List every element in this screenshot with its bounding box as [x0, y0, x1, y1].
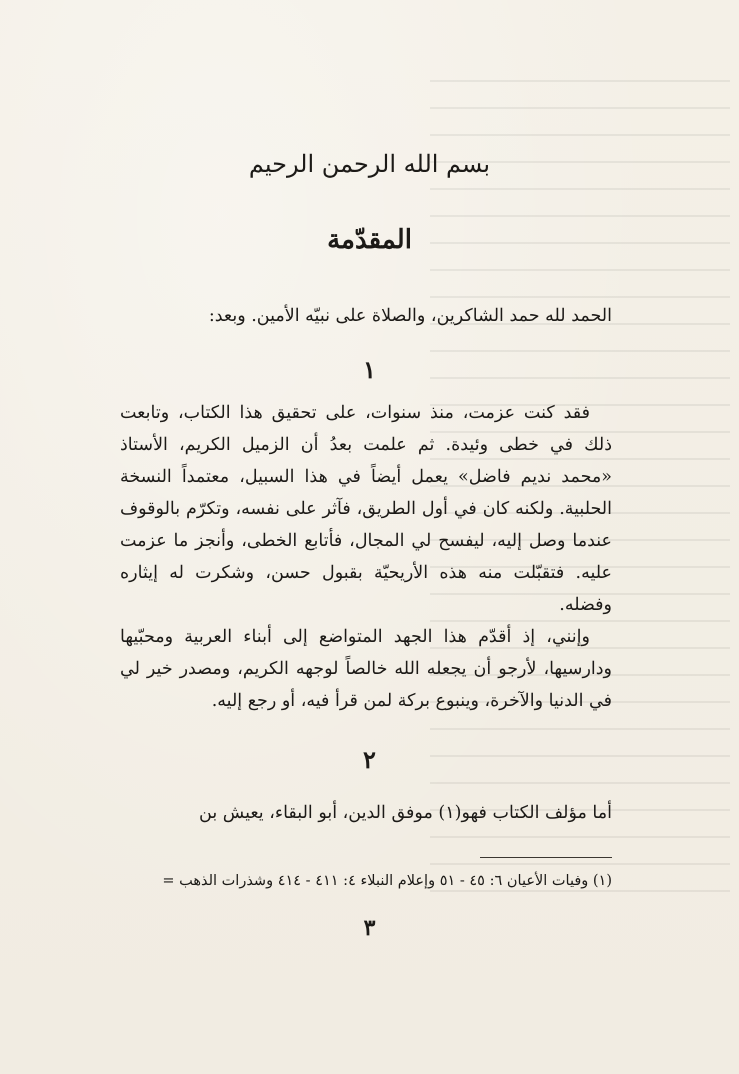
paragraph: وإنني، إذ أقدّم هذا الجهد المتواضع إلى أبناء العربية ومحبّيها ودارسيها، لأرجو أن يجعله الله خالصاً لوجهه الكريم، ومصدر خير لي في الدنيا والآخرة، وينبوع بركة لمن قرأ فيه، أو رجع إليه.	[120, 627, 612, 711]
page-number: ٣	[363, 915, 376, 941]
page-title: المقدّمة	[327, 225, 412, 255]
section-number-1: ١	[363, 355, 376, 384]
section-number-2: ٢	[363, 745, 376, 774]
paragraph: فقد كنت عزمت، منذ سنوات، على تحقيق هذا الكتاب، وتابعت ذلك في خطى وئيدة. ثم علمت بعدُ أن الزميل الكريم، الأستاذ «محمد نديم فاضل» يعمل أيضاً في هذا السبيل، معتمداً النسخة الحلبية. ولكنه كان في أول الطريق، فآثر على نفسه، وتكرّم بالوقوف عندما وصل إليه، ليفسح لي المجال، فأتابع الخطى، وأنجز ما عزمت عليه. فتقبّلت منه هذه الأريحيّة بقبول حسن، وشكرت له إيثاره وفضله.	[120, 403, 612, 615]
section-2-body	[120, 797, 612, 829]
paragraph: أما مؤلف الكتاب فهو(١) موفق الدين، أبو البقاء، يعيش بن	[199, 803, 612, 823]
intro-paragraph	[120, 300, 612, 332]
section-1-body	[120, 397, 612, 717]
footnote-divider	[480, 857, 612, 858]
footnote: (١) وفيات الأعيان ٦: ٤٥ - ٥١ وإعلام النبلاء ٤: ٤١١ - ٤١٤ وشذرات الذهب =	[162, 873, 612, 889]
intro-text: الحمد لله حمد الشاكرين، والصلاة على نبيّه الأمين. وبعد:	[208, 306, 612, 326]
basmala: بسم الله الرحمن الرحيم	[248, 150, 491, 178]
